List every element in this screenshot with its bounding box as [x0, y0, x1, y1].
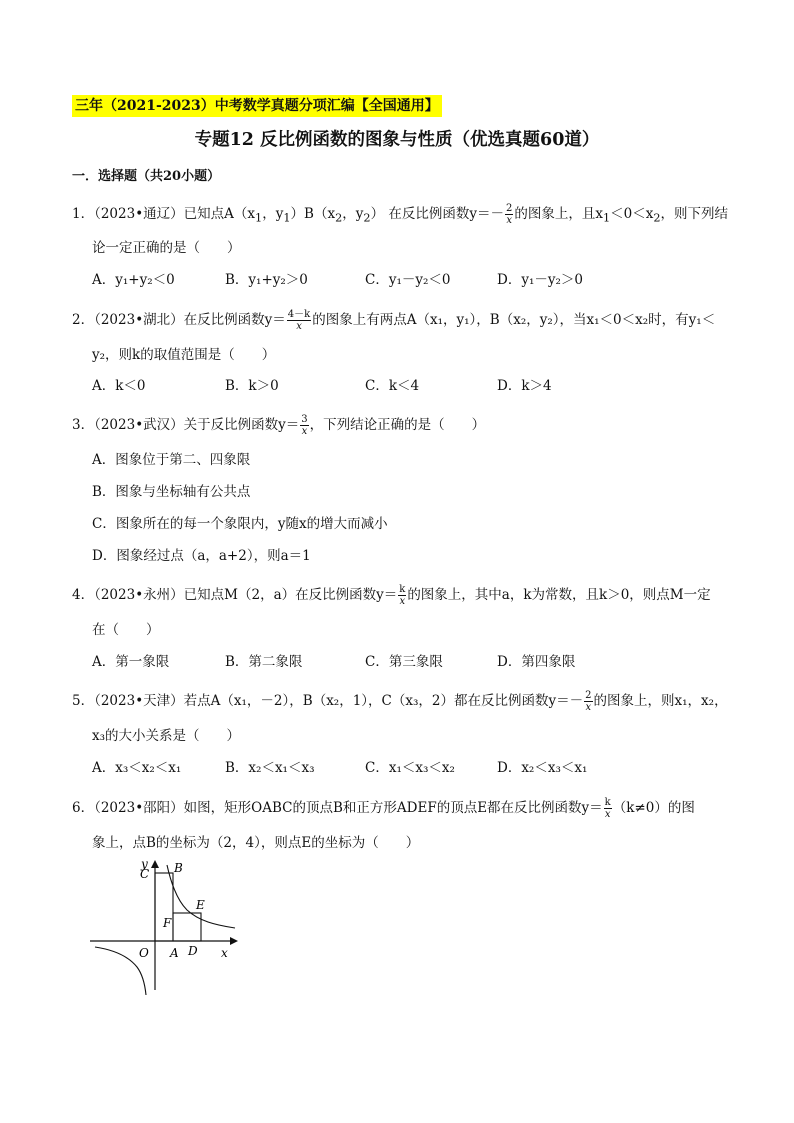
- label-y: y: [141, 857, 148, 871]
- q5-text-a: 5．（2023•天津）若点A（x₁，－2），B（x₂，1），C（x₃，2）都在反比例函数y＝－: [72, 693, 584, 709]
- q5-option-d: D．x₂＜x₃＜x₁: [497, 760, 588, 776]
- label-x: x: [221, 946, 228, 960]
- q1-text-i: ，则下列结: [660, 206, 729, 222]
- q2-option-b: B．k＞0: [225, 378, 279, 394]
- q4-frac-den: x: [399, 596, 406, 607]
- q1-text-a: 1．（2023•通辽）已知点: [72, 206, 225, 222]
- q3-frac-num: 3: [301, 414, 308, 425]
- q3-option-a: A．图象位于第二、四象限: [92, 452, 251, 468]
- q1-frac-den: x: [506, 215, 512, 226]
- q4-option-b: B．第二象限: [225, 654, 303, 670]
- section-heading: 一．选择题（共20小题）: [72, 169, 221, 184]
- q4-text-b: 的图象上，其中a，k为常数，且k＞0，则点M一定: [407, 587, 711, 603]
- q2-text-a: 2．（2023•湖北）在反比例函数y＝: [72, 312, 286, 328]
- q2-text-b: 的图象上有两点A（x₁，y₁），B（x₂，y₂），当x₁＜0＜x₂时，有y₁＜: [312, 312, 716, 328]
- q6-fraction: [604, 797, 612, 820]
- label-o: O: [139, 946, 149, 960]
- question-1-line-2: 论一定正确的是（ ）: [92, 240, 241, 256]
- question-2-line-2: y₂，则k的取值范围是（ ）: [92, 347, 276, 363]
- question-2-line-1: [72, 309, 715, 332]
- q3-text-a: 3．（2023•武汉）关于反比例函数y＝: [72, 417, 300, 433]
- x-axis-arrow: [230, 937, 238, 945]
- q2-fraction: [287, 309, 311, 332]
- page-title: 专题12 反比例函数的图象与性质（优选真题60道）: [194, 130, 600, 150]
- q6-frac-num: k: [604, 797, 611, 808]
- series-banner: 三年（2021-2023）中考数学真题分项汇编【全国通用】: [72, 95, 442, 117]
- y-axis-arrow: [151, 860, 159, 868]
- label-d: D: [188, 944, 198, 958]
- q5-text-b: 的图象上，则x₁，x₂，: [593, 693, 728, 709]
- q4-option-d: D．第四象限: [497, 654, 576, 670]
- q4-option-a: A．第一象限: [92, 654, 170, 670]
- label-a: A: [170, 946, 179, 960]
- q1-text-b: A（x: [224, 206, 256, 222]
- q3-option-b: B．图象与坐标轴有公共点: [92, 484, 251, 500]
- q1-text-c: ，y: [262, 206, 284, 222]
- q3-frac-den: x: [301, 426, 308, 437]
- question-4-line-2: 在（ ）: [92, 622, 160, 638]
- q1-text-f: ） 在反比例函数y＝－: [370, 206, 504, 222]
- q5-frac-num: 2: [585, 690, 592, 701]
- question-6-line-2: 象上，点B的坐标为（2，4），则点E的坐标为（ ）: [92, 835, 420, 851]
- q4-text-a: 4．（2023•永州）已知点M（2，a）在反比例函数y＝: [72, 587, 398, 603]
- q5-option-a: A．x₃＜x₂＜x₁: [92, 760, 182, 776]
- q2-frac-den: x: [296, 321, 302, 332]
- q3-option-c: C．图象所在的每一个象限内，y随x的增大而减小: [92, 516, 388, 532]
- q1-text-h: ＜0＜x: [610, 206, 654, 222]
- q1-option-a: A．y₁+y₂＜0: [92, 272, 175, 288]
- question-1-line-1: 1．（2023•通辽）已知点$A(x_1$，$y_1)B(x_2$，$y_2$） 在反比例函数y＝－ $\frac{2}{x}$ 的图象上，且$x_1<0<x_2$，则下列结: [72, 203, 729, 226]
- q2-option-a: A．k＜0: [92, 378, 146, 394]
- q5-fraction: [584, 690, 592, 713]
- label-f: F: [163, 916, 172, 930]
- question-5-line-2: x₃的大小关系是（ ）: [92, 728, 241, 744]
- q1-text-g: 的图象上，且x: [514, 206, 603, 222]
- q1-option-b: B．y₁+y₂＞0: [225, 272, 308, 288]
- q1-option-d: D．y₁－y₂＞0: [497, 272, 583, 288]
- question-4-line-1: [72, 584, 711, 607]
- q2-frac-num: 4－k: [287, 309, 311, 320]
- q1-text-e: ，y: [342, 206, 364, 222]
- question-6-line-1: [72, 797, 695, 820]
- q3-text-b: ，下列结论正确的是（ ）: [309, 417, 486, 433]
- rectangle-oabc: [155, 873, 173, 941]
- q3-option-d: D．图象经过点（a，a+2），则a＝1: [92, 548, 311, 564]
- q1-option-c: C．y₁－y₂＜0: [365, 272, 451, 288]
- q3-fraction: [300, 414, 308, 437]
- question-5-line-1: [72, 690, 728, 713]
- q6-figure: [85, 855, 245, 1000]
- q4-fraction: [398, 584, 406, 607]
- label-e: E: [196, 898, 205, 912]
- q6-text-b: （k≠0）的图: [612, 800, 695, 816]
- question-3-line-1: [72, 414, 485, 437]
- q5-option-c: C．x₁＜x₃＜x₂: [365, 760, 455, 776]
- q4-frac-num: k: [399, 584, 406, 595]
- q1-fraction: [505, 203, 513, 226]
- label-c: C: [140, 867, 150, 881]
- q6-frac-den: x: [604, 809, 611, 820]
- q2-option-c: C．k＜4: [365, 378, 420, 394]
- label-b: B: [174, 861, 183, 875]
- q4-option-c: C．第三象限: [365, 654, 443, 670]
- q5-option-b: B．x₂＜x₁＜x₃: [225, 760, 315, 776]
- q5-frac-den: x: [585, 702, 592, 713]
- q6-text-a: 6．（2023•邵阳）如图，矩形OABC的顶点B和正方形ADEF的顶点E都在反比例函数y＝: [72, 800, 603, 816]
- q1-text-d: ）B（x: [290, 206, 336, 222]
- q1-frac-num: 2: [505, 203, 513, 214]
- q2-option-d: D．k＞4: [497, 378, 552, 394]
